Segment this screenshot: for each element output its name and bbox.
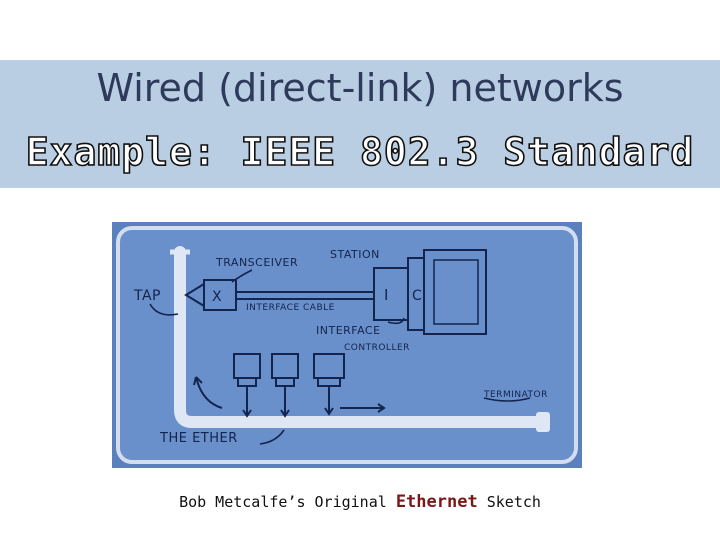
terminator-shape: [536, 412, 550, 432]
slide-title: Wired (direct-link) networks: [96, 66, 624, 110]
label-interface-cable: INTERFACE CABLE: [246, 303, 335, 313]
slide-subtitle: Example: IEEE 802.3 Standard: [25, 130, 695, 174]
caption-highlight: Ethernet: [395, 492, 478, 512]
label-c: C: [412, 288, 423, 304]
label-tap: TAP: [134, 288, 161, 304]
label-the-ether: THE ETHER: [160, 431, 238, 446]
caption-text-before: Bob Metcalfe’s Original: [179, 493, 396, 511]
label-x: X: [212, 289, 223, 305]
label-interface: INTERFACE: [316, 324, 381, 337]
caption-text-after: Sketch: [477, 493, 541, 511]
figure-caption: [0, 492, 720, 512]
label-controller: CONTROLLER: [344, 343, 410, 353]
label-station: STATION: [330, 248, 380, 261]
label-transceiver: TRANSCEIVER: [216, 256, 299, 269]
label-terminator: TERMINATOR: [484, 390, 548, 400]
ethernet-sketch-image: [112, 222, 582, 468]
label-i: I: [384, 286, 389, 304]
